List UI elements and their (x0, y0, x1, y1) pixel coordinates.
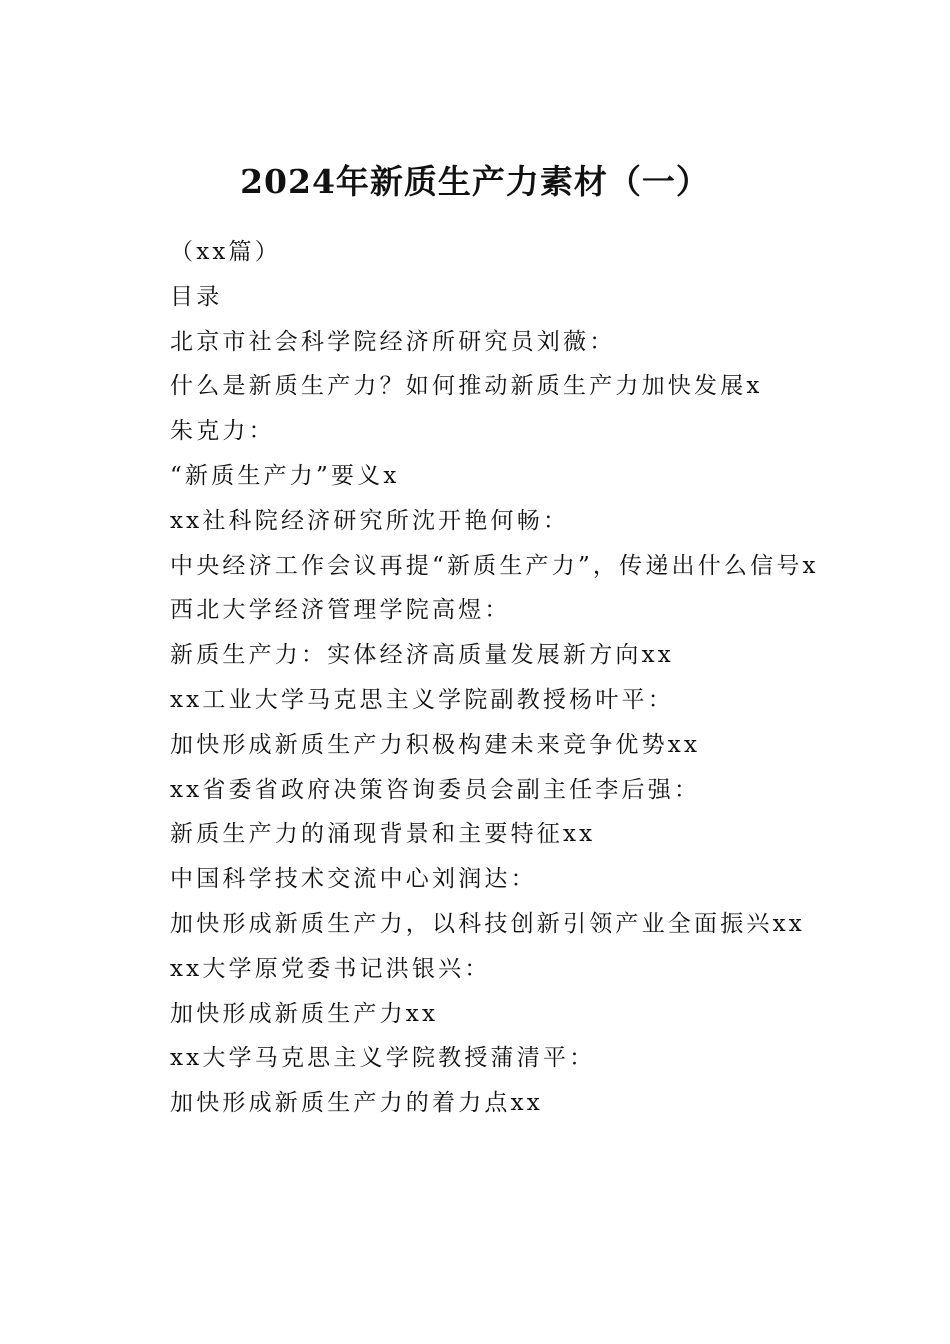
toc-entry: 加快形成新质生产力xx (170, 1000, 439, 1027)
paragraph-subtitle: （xx篇） (170, 239, 281, 265)
toc-author: 朱克力： (170, 418, 275, 445)
toc-entry: 加快形成新质生产力的着力点xx (170, 1090, 543, 1117)
toc-entry: 加快形成新质生产力积极构建未来竞争优势xx (170, 731, 701, 758)
toc-author: 西北大学经济管理学院高煜： (170, 597, 511, 624)
toc-entry: 什么是新质生产力？如何推动新质生产力加快发展x (170, 373, 763, 400)
toc-author: 北京市社会科学院经济所研究员刘薇： (170, 328, 616, 355)
toc-entry: 新质生产力的涌现背景和主要特征xx (170, 821, 596, 848)
toc-entry: 加快形成新质生产力，以科技创新引领产业全面振兴xx (170, 910, 805, 937)
document-body (118, 230, 838, 1126)
document-title: 2024年新质生产力素材（一） (240, 162, 710, 202)
toc-entry: “新质生产力”要义x (170, 462, 400, 489)
paragraph-toc-heading: 目录 (170, 283, 223, 310)
toc-author: 中国科学技术交流中心刘润达： (170, 866, 537, 893)
toc-author: xx省委省政府决策咨询委员会副主任李后强： (170, 776, 701, 803)
toc-entry: 中央经济工作会议再提“新质生产力”，传递出什么信号x (170, 552, 819, 579)
toc-author: xx大学马克思主义学院教授蒲清平： (170, 1045, 596, 1072)
toc-author: xx社科院经济研究所沈开艳何畅： (170, 507, 570, 534)
toc-author: xx大学原党委书记洪银兴： (170, 955, 491, 982)
toc-author: xx工业大学马克思主义学院副教授杨叶平： (170, 686, 674, 713)
toc-entry: 新质生产力：实体经济高质量发展新方向xx (170, 642, 674, 669)
